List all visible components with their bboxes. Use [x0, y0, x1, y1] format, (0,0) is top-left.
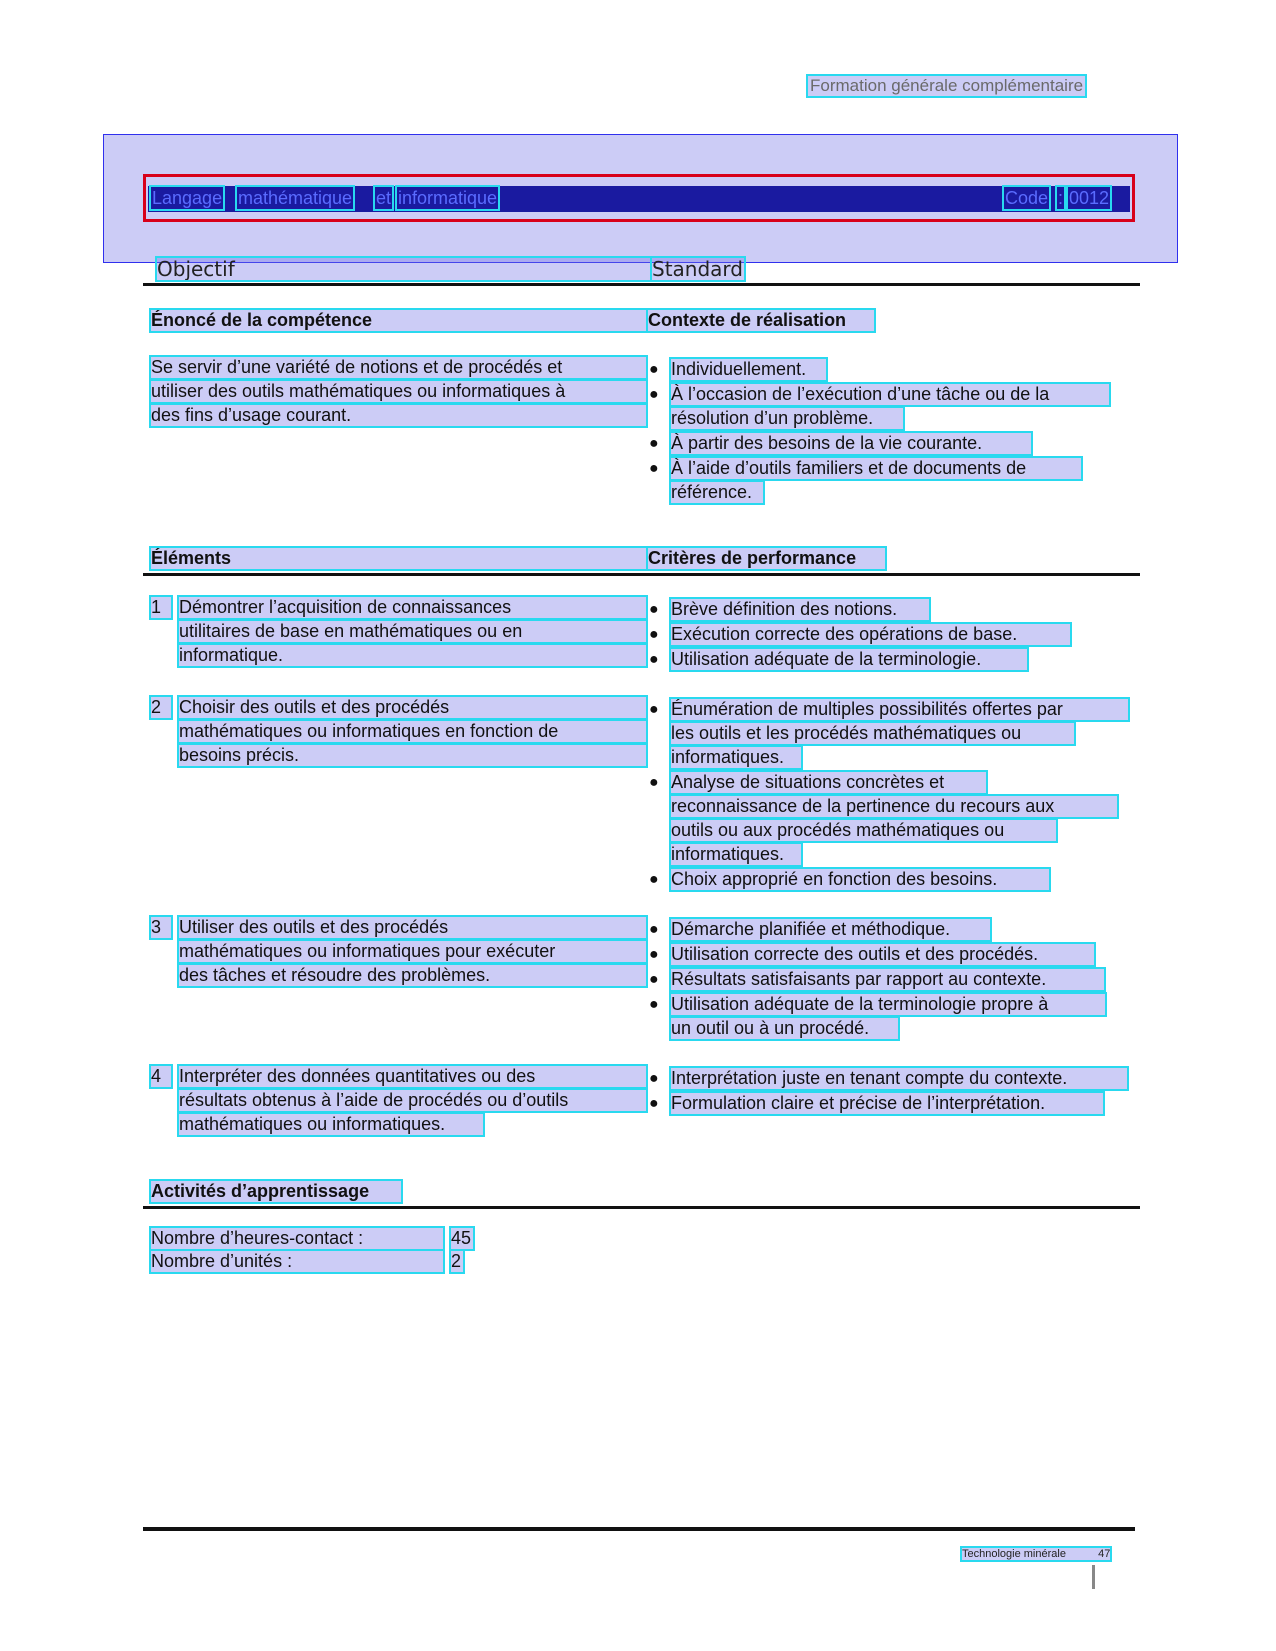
- element-line: résultats obtenus à l’aide de procédés ou d’outils: [179, 1090, 646, 1111]
- criterion-item-continuation: informatiques.: [671, 747, 801, 768]
- element-number: 2: [151, 697, 171, 718]
- criterion-item-continuation: les outils et les procédés mathématiques ou: [671, 723, 1074, 744]
- code-separator: :: [1058, 188, 1064, 208]
- criterion-item-continuation: un outil ou à un procédé.: [671, 1018, 898, 1039]
- bullet-icon: ●: [649, 601, 659, 618]
- context-item: À l’occasion de l’exécution d’une tâche ou de la: [671, 384, 1109, 405]
- criteria-title: Critères de performance: [648, 548, 885, 569]
- context-item: Individuellement.: [671, 359, 826, 380]
- banner-word-3: et: [376, 188, 392, 208]
- bullet-icon: ●: [649, 701, 659, 718]
- element-line: mathématiques ou informatiques.: [179, 1114, 483, 1135]
- code-value: 0012: [1069, 188, 1110, 208]
- criterion-item: Formulation claire et précise de l’interprétation.: [671, 1093, 1103, 1114]
- bullet-icon: ●: [649, 626, 659, 643]
- element-line: Choisir des outils et des procédés: [179, 697, 646, 718]
- criterion-item: Utilisation correcte des outils et des procédés.: [671, 944, 1094, 965]
- bullet-icon: ●: [649, 946, 659, 963]
- element-number: 3: [151, 917, 171, 938]
- context-item: À l’aide d’outils familiers et de documents de: [671, 458, 1081, 479]
- bullet-icon: ●: [649, 361, 659, 378]
- banner-word-4: informatique: [398, 188, 498, 208]
- criterion-item: Utilisation adéquate de la terminologie.: [671, 649, 1027, 670]
- footer-rule: [143, 1527, 1135, 1531]
- criterion-item-continuation: reconnaissance de la pertinence du recours aux: [671, 796, 1117, 817]
- column-header-standard: Standard: [652, 257, 743, 281]
- contact-hours-value: 45: [451, 1228, 472, 1248]
- footer: [962, 1548, 1110, 1560]
- element-line: des tâches et résoudre des problèmes.: [179, 965, 646, 986]
- element-line: Utiliser des outils et des procédés: [179, 917, 646, 938]
- criterion-item: Énumération de multiples possibilités offertes par: [671, 699, 1128, 720]
- bullet-icon: ●: [649, 1070, 659, 1087]
- bullet-icon: ●: [649, 435, 659, 452]
- competence-statement-line: des fins d’usage courant.: [151, 405, 646, 426]
- context-title: Contexte de réalisation: [648, 310, 874, 331]
- criterion-item: Brève définition des notions.: [671, 599, 929, 620]
- element-line: mathématiques ou informatiques pour exécuter: [179, 941, 646, 962]
- bullet-icon: ●: [649, 386, 659, 403]
- competence-statement-line: utiliser des outils mathématiques ou informatiques à: [151, 381, 646, 402]
- bullet-icon: ●: [649, 921, 659, 938]
- element-line: utilitaires de base en mathématiques ou en: [179, 621, 646, 642]
- element-line: Interpréter des données quantitatives ou des: [179, 1066, 646, 1087]
- context-item-continuation: résolution d’un problème.: [671, 408, 903, 429]
- running-header: Formation générale complémentaire: [810, 76, 1084, 95]
- bullet-icon: ●: [649, 996, 659, 1013]
- context-item-continuation: référence.: [671, 482, 763, 503]
- element-line: Démontrer l’acquisition de connaissances: [179, 597, 646, 618]
- context-item: À partir des besoins de la vie courante.: [671, 433, 1031, 454]
- criterion-item: Choix approprié en fonction des besoins.: [671, 869, 1049, 890]
- contact-hours-label: Nombre d’heures-contact :: [151, 1228, 443, 1249]
- criterion-item: Résultats satisfaisants par rapport au contexte.: [671, 969, 1104, 990]
- criterion-item: Interprétation juste en tenant compte du contexte.: [671, 1068, 1127, 1089]
- bullet-icon: ●: [649, 774, 659, 791]
- banner-word-2: mathématique: [238, 188, 353, 208]
- rule-elements: [143, 573, 1140, 576]
- rule-activities: [143, 1206, 1140, 1209]
- criterion-item: Exécution correcte des opérations de base.: [671, 624, 1070, 645]
- units-value: 2: [451, 1251, 462, 1271]
- criterion-item-continuation: informatiques.: [671, 844, 801, 865]
- units-label: Nombre d’unités :: [151, 1251, 443, 1272]
- footer-program: Technologie minérale: [962, 1548, 1066, 1560]
- criterion-item: Utilisation adéquate de la terminologie propre à: [671, 994, 1105, 1015]
- page-number: 47: [1098, 1548, 1111, 1560]
- criterion-item: Démarche planifiée et méthodique.: [671, 919, 990, 940]
- competence-statement-line: Se servir d’une variété de notions et de procédés et: [151, 357, 646, 378]
- elements-title: Éléments: [151, 548, 646, 569]
- element-number: 4: [151, 1066, 171, 1087]
- bullet-icon: ●: [649, 871, 659, 888]
- element-line: besoins précis.: [179, 745, 646, 766]
- bullet-icon: ●: [649, 971, 659, 988]
- bullet-icon: ●: [649, 1095, 659, 1112]
- criterion-item: Analyse de situations concrètes et: [671, 772, 986, 793]
- footer-marker: [1092, 1565, 1095, 1589]
- rule-columns: [143, 283, 1140, 286]
- element-line: mathématiques ou informatiques en fonction de: [179, 721, 646, 742]
- element-number: 1: [151, 597, 171, 618]
- activities-title: Activités d’apprentissage: [151, 1181, 401, 1202]
- bullet-icon: ●: [649, 460, 659, 477]
- code-label: Code: [1005, 188, 1049, 208]
- element-line: informatique.: [179, 645, 646, 666]
- bullet-icon: ●: [649, 651, 659, 668]
- column-header-objectif: Objectif: [157, 258, 650, 280]
- banner-word-1: Langage: [152, 188, 223, 208]
- competence-statement-title: Énoncé de la compétence: [151, 310, 646, 331]
- criterion-item-continuation: outils ou aux procédés mathématiques ou: [671, 820, 1056, 841]
